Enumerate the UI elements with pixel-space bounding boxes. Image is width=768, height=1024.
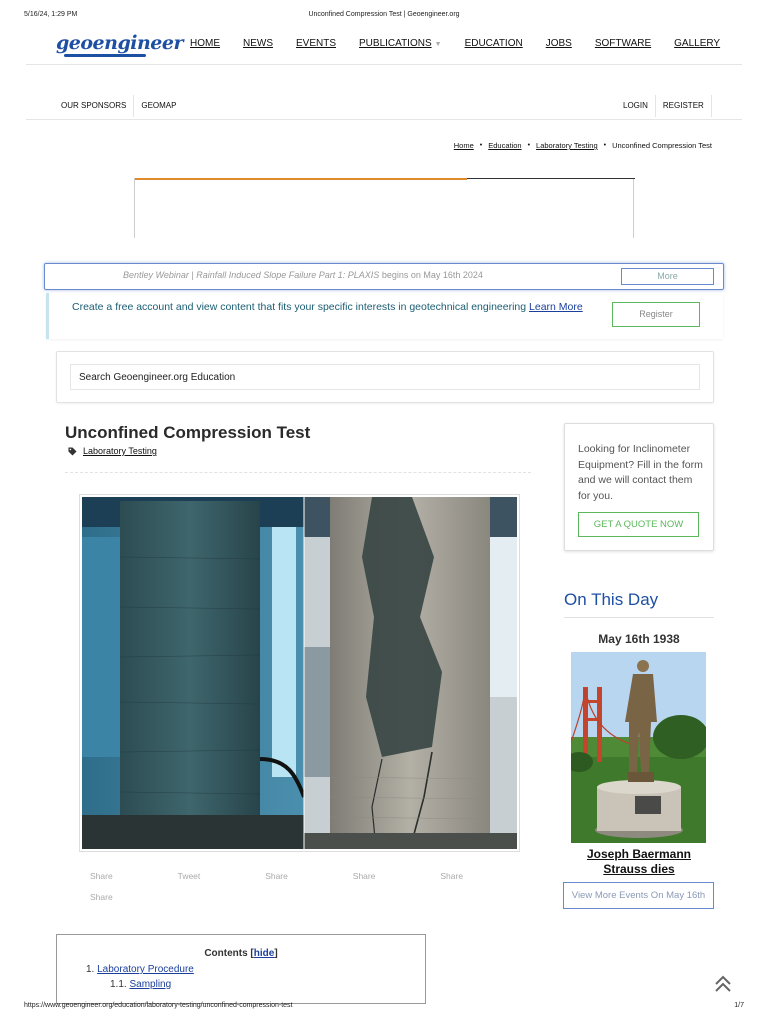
title-divider [65, 472, 531, 473]
learn-more-link[interactable]: Learn More [529, 301, 583, 313]
ad-banner[interactable] [134, 178, 634, 238]
share-button-3[interactable]: Share [352, 871, 376, 881]
webinar-link[interactable]: Bentley Webinar | Rainfall Induced Slope Failure Part 1: PLAXIS [123, 270, 380, 280]
table-of-contents [56, 934, 426, 1004]
nav-events[interactable]: EVENTS [296, 38, 337, 49]
scroll-to-top-icon[interactable] [712, 973, 734, 995]
webinar-date: begins on May 16th 2024 [379, 270, 483, 280]
toc-title: Contents [hide] [204, 948, 278, 959]
webinar-announcement [44, 263, 724, 290]
on-this-day-divider [564, 617, 714, 618]
view-more-events-button[interactable]: View More Events On May 16th [563, 882, 714, 909]
toc-item-number: 1.1. [110, 979, 127, 990]
share-button-2[interactable]: Share [265, 871, 288, 881]
logo-swoosh [64, 54, 146, 57]
breadcrumb-separator: • [479, 142, 483, 149]
tag-icon [68, 447, 77, 456]
get-quote-button[interactable]: GET A QUOTE NOW [578, 512, 699, 537]
article-tag [68, 446, 157, 456]
specimen-image [82, 497, 517, 849]
toc-item [110, 979, 171, 990]
ad-top-border [135, 178, 467, 180]
share-button-5[interactable]: Share [90, 892, 113, 902]
toc-link-sampling[interactable]: Sampling [129, 979, 172, 990]
nav-home[interactable]: HOME [190, 38, 220, 49]
breadcrumb-home[interactable]: Home [453, 141, 474, 150]
login-link[interactable]: LOGIN [616, 95, 656, 117]
tweet-button[interactable]: Tweet [177, 871, 201, 881]
toc-item [86, 964, 194, 975]
site-logo[interactable] [56, 26, 183, 60]
nav-education[interactable]: EDUCATION [464, 38, 523, 49]
share-buttons [90, 871, 530, 881]
search-input[interactable] [70, 364, 700, 390]
on-this-day-photo[interactable] [571, 652, 706, 843]
nav-news[interactable]: NEWS [243, 38, 273, 49]
register-link[interactable]: REGISTER [656, 95, 712, 117]
sub-nav-our-sponsors[interactable]: OUR SPONSORS [54, 95, 134, 117]
chevron-down-icon: ▼ [434, 41, 442, 48]
nav-software[interactable]: SOFTWARE [594, 38, 652, 49]
signup-text [72, 300, 592, 315]
share-button-4[interactable]: Share [440, 871, 464, 881]
signup-message: Create a free account and view content that fits your specific interests in geotechnical engineering [72, 301, 530, 313]
specimen-photo [79, 494, 520, 852]
print-date: 5/16/24, 1:29 PM [24, 11, 78, 18]
subnav-divider [26, 119, 742, 120]
nav-publications-label: PUBLICATIONS [359, 38, 432, 49]
search-panel [56, 351, 714, 403]
page-title: Unconfined Compression Test [65, 423, 311, 442]
print-title: Unconfined Compression Test | Geoengineer.org [308, 11, 460, 18]
logo-text: geoengineer [56, 32, 183, 54]
sub-nav-right [616, 95, 712, 117]
toc-heading: Contents [204, 948, 248, 959]
toc-hide-toggle[interactable]: hide [253, 948, 275, 959]
on-this-day-date: May 16th 1938 [598, 632, 680, 646]
quote-text: Looking for Inclinometer Equipment? Fill in the form and we will contact them for you. [578, 443, 703, 502]
on-this-day-event[interactable]: Joseph Baermann Strauss dies [586, 847, 692, 876]
print-url: https://www.geoengineer.org/education/laboratory-testing/unconfined-compression-test [24, 1002, 293, 1009]
on-this-day-heading: On This Day [564, 590, 659, 609]
register-button[interactable]: Register [612, 302, 700, 327]
signup-banner [46, 293, 723, 339]
breadcrumb-separator: • [527, 142, 531, 149]
sub-nav-geomap[interactable]: GEOMAP [141, 101, 177, 110]
webinar-text [123, 270, 483, 280]
nav-jobs[interactable]: JOBS [545, 38, 572, 49]
tag-laboratory-testing[interactable]: Laboratory Testing [83, 446, 157, 456]
ad-top-border-dark [467, 178, 635, 179]
toc-link-laboratory-procedure[interactable]: Laboratory Procedure [97, 964, 194, 975]
statue-image [571, 652, 706, 843]
breadcrumb-current: Unconfined Compression Test [612, 141, 712, 150]
print-page-number: 1/7 [734, 1002, 744, 1009]
nav-publications[interactable] [359, 38, 442, 49]
quote-request-widget [564, 423, 714, 551]
share-button-1[interactable]: Share [90, 871, 113, 881]
header-divider [26, 64, 742, 65]
sub-nav-left [54, 95, 183, 117]
nav-gallery[interactable]: GALLERY [674, 38, 721, 49]
breadcrumb-education[interactable]: Education [488, 141, 522, 150]
toc-item-number: 1. [86, 964, 95, 975]
breadcrumb [454, 141, 712, 150]
breadcrumb-laboratory-testing[interactable]: Laboratory Testing [536, 141, 598, 150]
breadcrumb-separator: • [603, 142, 607, 149]
webinar-more-button[interactable]: More [621, 268, 714, 285]
main-nav [190, 38, 743, 49]
